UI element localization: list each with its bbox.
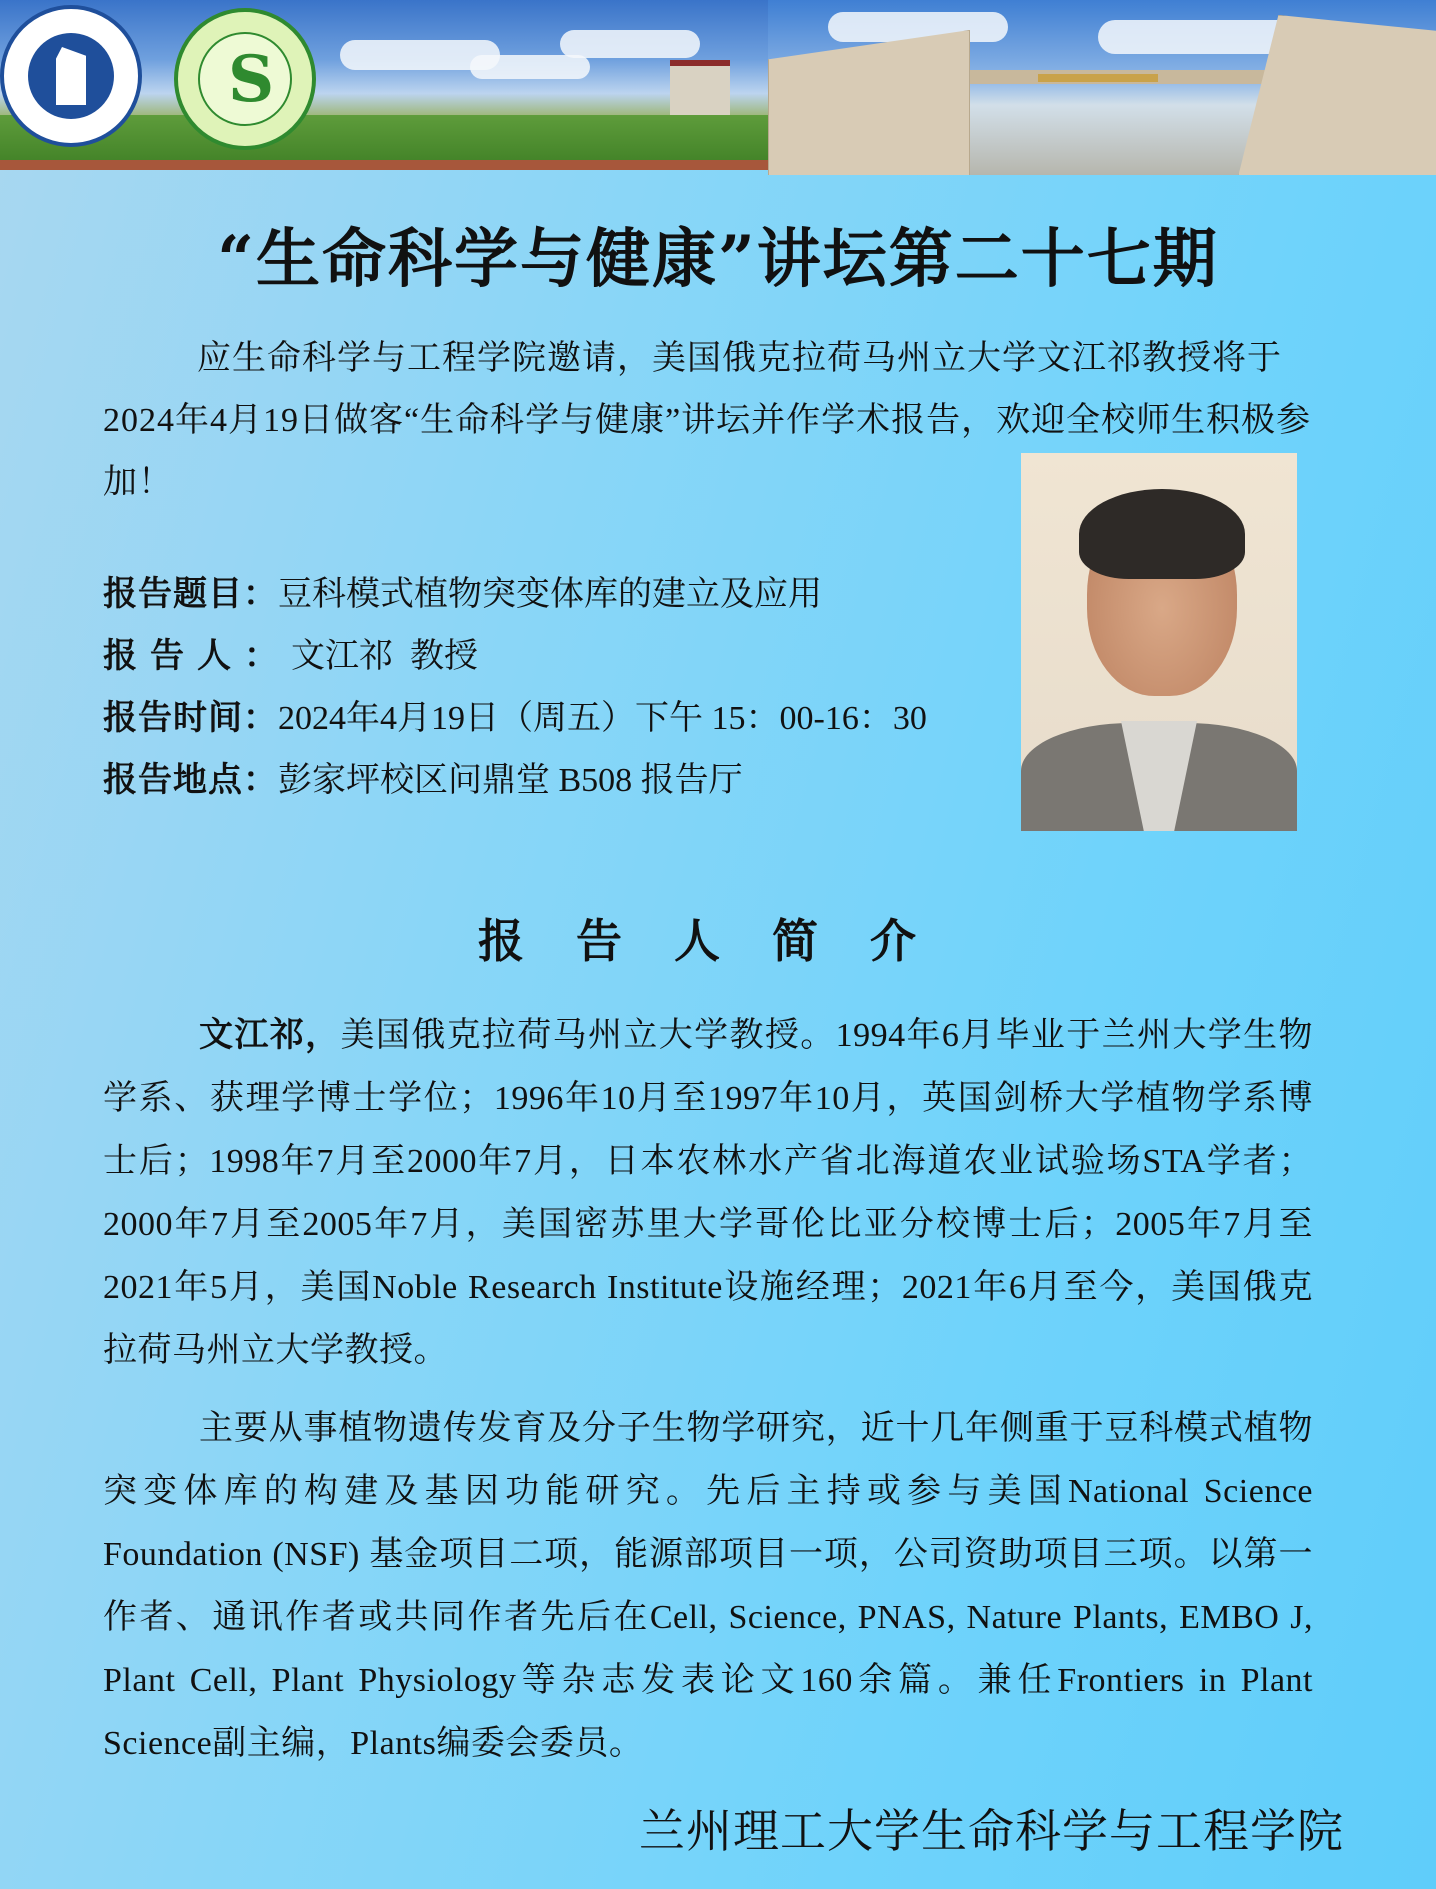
bio-section-title: 报告人简介 [478, 914, 968, 968]
bio-text-1: 美国俄克拉荷马州立大学教授。1994年6月毕业于兰州大学生物学系、获理学博士学位；1996年10月至1997年10月，英国剑桥大学植物学系博士后；1998年7月至2000年7月，日本农林水产省北海道农业试验场STA学者；2000年7月至2005年7月，美国密苏里大学哥伦比亚分校博士后；2005年7月至2021年5月，美国Noble Research Institute设施经理；2021年6月至今，美国俄克拉荷马州立大学教授。 [103, 1017, 1314, 1369]
report-speaker-label: 报告人： [103, 638, 291, 675]
school-logo: S [174, 8, 316, 150]
speaker-photo [1021, 453, 1297, 831]
speaker-name: 文江祁， [199, 1017, 341, 1054]
report-topic [103, 566, 822, 615]
report-place [103, 752, 743, 801]
intro-paragraph: 应生命科学与工程学院邀请，美国俄克拉荷马州立大学文江祁教授将于2024年4月19日做客“生命科学与健康”讲坛并作学术报告，欢迎全校师生积极参加！ [103, 340, 1312, 501]
report-time-value: 2024年4月19日（周五）下午 15：00-16：30 [278, 700, 927, 737]
report-place-label: 报告地点： [103, 762, 278, 799]
bio-paragraph-1 [103, 1004, 1313, 1382]
report-topic-value: 豆科模式植物突变体库的建立及应用 [278, 576, 822, 613]
report-speaker [103, 628, 478, 677]
page-title: “生命科学与健康”讲坛第二十七期 [217, 222, 1219, 297]
report-place-value: 彭家坪校区问鼎堂 B508 报告厅 [278, 762, 743, 799]
report-topic-label: 报告题目： [103, 576, 278, 613]
report-speaker-value: 文江祁 教授 [291, 638, 478, 675]
bio-paragraph-2: 主要从事植物遗传发育及分子生物学研究，近十几年侧重于豆科模式植物突变体库的构建及基因功能研究。先后主持或参与美国National Science Foundation (NSF) 基金项目二项，能源部项目一项，公司资助项目三项。以第一作者、通讯作者或共同作者先后在Cell, Science, PNAS, Nature Plants, EMBO J, Plant Cell, Plant Physiology等杂志发表论文160余篇。兼任Frontiers in Plant Science副主编，Plants编委会委员。 [103, 1410, 1313, 1762]
organizer-signature: 兰州理工大学生命科学与工程学院 [639, 1804, 1344, 1858]
campus-gate-photo [768, 0, 1436, 175]
university-logo [0, 5, 142, 147]
report-time [103, 690, 927, 739]
report-time-label: 报告时间： [103, 700, 278, 737]
header-banner [0, 0, 1436, 175]
